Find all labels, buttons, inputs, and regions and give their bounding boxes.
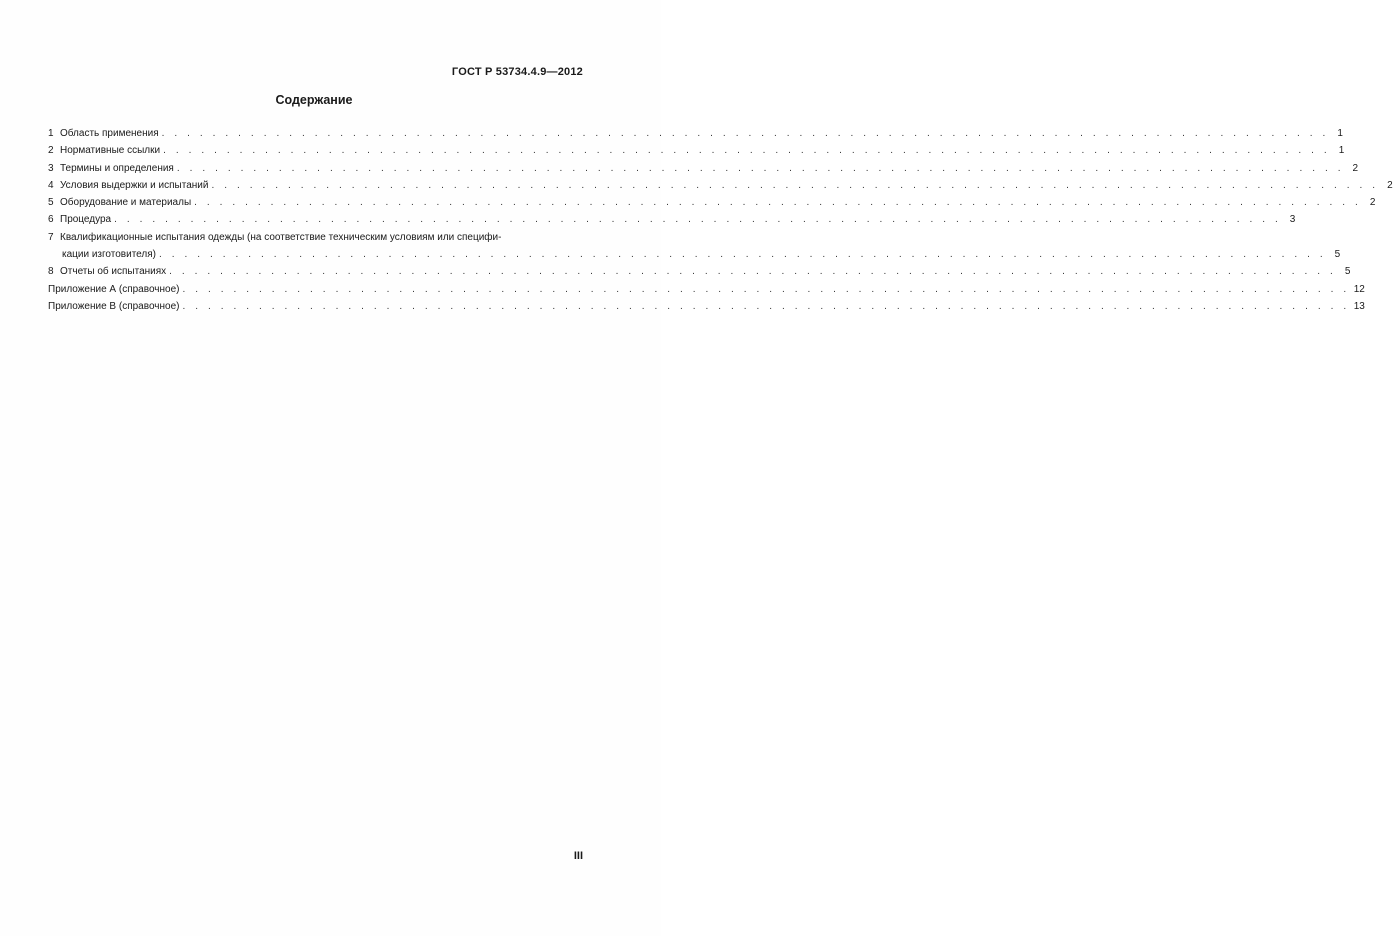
toc-entry-number: 8: [48, 266, 54, 278]
document-code: ГОСТ Р 53734.4.9—2012: [451, 66, 583, 78]
toc-entry-page: 1: [1338, 145, 1345, 157]
toc-entry-number: 3: [48, 162, 54, 174]
toc-entry-number: 1: [48, 128, 54, 139]
toc-entry-page: 13: [1353, 300, 1365, 312]
toc-entry[interactable]: [48, 160, 1359, 177]
table-of-contents: [48, 125, 1393, 315]
toc-entry[interactable]: [48, 177, 1393, 194]
toc-entry-number: 6: [48, 214, 54, 226]
toc-entry-number: 2: [48, 145, 54, 157]
toc-entry[interactable]: [48, 229, 584, 246]
toc-entry-number: 5: [48, 197, 54, 209]
toc-entry-label: Нормативные ссылки: [60, 145, 161, 157]
toc-leader-dots: . . . . . . . . . . . . . . . . . . . . . . . . . . . . . . . . . . . . . . . . . . . . . . . . . . . . . . . . . . . . . . . . . . . . . . . . . . . . . . . . . . . . . . . . . . . .: [114, 214, 1282, 226]
toc-entry-page: 5: [1334, 249, 1341, 261]
toc-entry-page: 5: [1344, 266, 1351, 278]
toc-leader-dots: . . . . . . . . . . . . . . . . . . . . . . . . . . . . . . . . . . . . . . . . . . . . . . . . . . . . . . . . . . . . . . . . . . . . . . . . . . . . . . . . . . . . . . . . . . . .: [182, 300, 1350, 312]
toc-entry-label: Условия выдержки и испытаний: [60, 179, 209, 191]
toc-entry-label: Приложение В (справочное): [48, 300, 180, 312]
toc-entry-page: 1: [1337, 128, 1343, 139]
toc-leader-dots: . . . . . . . . . . . . . . . . . . . . . . . . . . . . . . . . . . . . . . . . . . . . . . . . . . . . . . . . . . . . . . . . . . . . . . . . . . . . . . . . . . . . . . . . . . . .: [161, 128, 1329, 139]
toc-entry-label: Процедура: [60, 214, 112, 226]
toc-entry-number: 7: [48, 231, 54, 243]
toc-entry[interactable]: [48, 125, 1343, 142]
toc-leader-dots: . . . . . . . . . . . . . . . . . . . . . . . . . . . . . . . . . . . . . . . . . . . . . . . . . . . . . . . . . . . . . . . . . . . . . . . . . . . . . . . . . . . . . . . . . . . .: [163, 145, 1331, 157]
toc-entry-label: Термины и определения: [60, 162, 174, 174]
toc-entry[interactable]: [48, 194, 1376, 211]
toc-leader-dots: . . . . . . . . . . . . . . . . . . . . . . . . . . . . . . . . . . . . . . . . . . . . . . . . . . . . . . . . . . . . . . . . . . . . . . . . . . . . . . . . . . . . . . . . . . . .: [182, 283, 1350, 295]
toc-entry-label: Область применения: [60, 128, 159, 139]
toc-entry[interactable]: [48, 142, 1345, 159]
page-number: III: [573, 850, 583, 862]
toc-entry[interactable]: [48, 263, 1351, 280]
toc-entry-label-continued: кации изготовителя): [62, 249, 156, 261]
toc-entry-page: 12: [1353, 283, 1365, 295]
toc-entry-label: Приложение А (справочное): [48, 283, 180, 295]
toc-leader-dots: . . . . . . . . . . . . . . . . . . . . . . . . . . . . . . . . . . . . . . . . . . . . . . . . . . . . . . . . . . . . . . . . . . . . . . . . . . . . . . . . . . . . . . . . . . . .: [211, 179, 1379, 191]
toc-leader-dots: . . . . . . . . . . . . . . . . . . . . . . . . . . . . . . . . . . . . . . . . . . . . . . . . . . . . . . . . . . . . . . . . . . . . . . . . . . . . . . . . . . . . . . . . . . . .: [158, 249, 1327, 261]
toc-entry[interactable]: [48, 211, 1296, 228]
toc-leader-dots: . . . . . . . . . . . . . . . . . . . . . . . . . . . . . . . . . . . . . . . . . . . . . . . . . . . . . . . . . . . . . . . . . . . . . . . . . . . . . . . . . . . . . . . . . . . .: [194, 197, 1362, 209]
toc-appendix-entry[interactable]: [48, 298, 1365, 315]
toc-appendix-entry[interactable]: [48, 281, 1365, 298]
toc-entry-page: 2: [1352, 162, 1359, 174]
toc-leader-dots: . . . . . . . . . . . . . . . . . . . . . . . . . . . . . . . . . . . . . . . . . . . . . . . . . . . . . . . . . . . . . . . . . . . . . . . . . . . . . . . . . . . . . . . . . . . .: [169, 266, 1337, 278]
toc-title: Содержание: [275, 93, 353, 107]
toc-entry-continuation[interactable]: [48, 246, 1341, 263]
toc-entry-page: 2: [1369, 197, 1376, 209]
toc-leader-dots: . . . . . . . . . . . . . . . . . . . . . . . . . . . . . . . . . . . . . . . . . . . . . . . . . . . . . . . . . . . . . . . . . . . . . . . . . . . . . . . . . . . . . . . . . . . .: [176, 162, 1345, 174]
toc-entry-label: Квалификационные испытания одежды (на соответствие техническим условиям или специфи-: [60, 231, 502, 243]
toc-entry-label: Оборудование и материалы: [60, 197, 192, 209]
toc-entry-page: 2: [1387, 179, 1393, 191]
toc-entry-page: 3: [1289, 214, 1296, 226]
toc-entry-label: Отчеты об испытаниях: [60, 266, 167, 278]
toc-entry-number: 4: [48, 179, 54, 191]
